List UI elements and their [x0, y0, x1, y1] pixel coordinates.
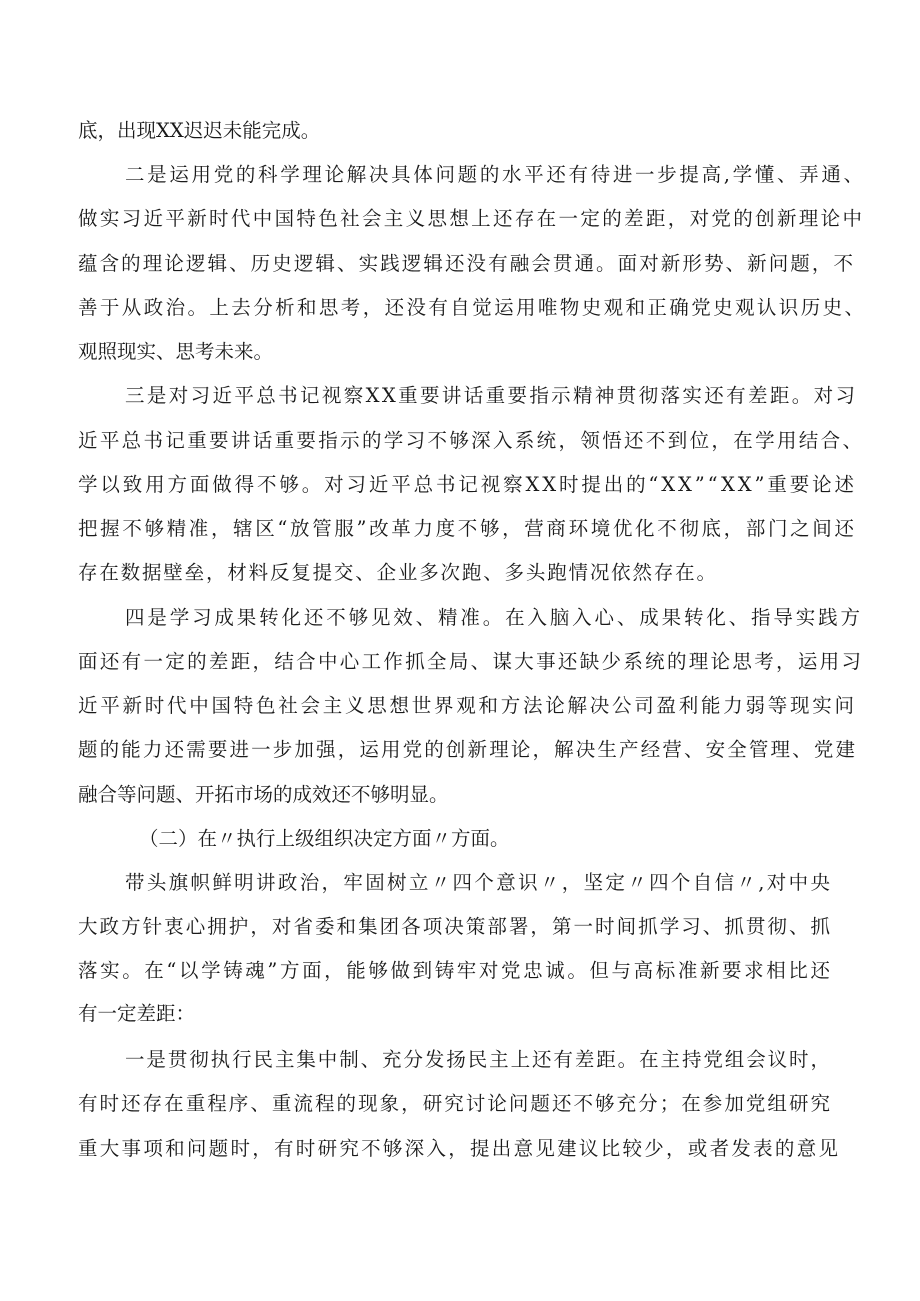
- text-line: 有时还存在重程序、重流程的现象，研究讨论问题还不够充分；在参加党组研究: [78, 1092, 833, 1115]
- text-line: 二是运用党的科学理论解决具体问题的水平还有待进一步提高,学懂、弄通、: [125, 163, 866, 186]
- text-line: 落实。在“以学铸魂”方面，能够做到铸牢对党忠诚。但与高标准新要求相比还: [78, 959, 833, 982]
- text-line: 善于从政治。上去分析和思考，还没有自觉运用唯物史观和正确党史观认识历史、: [78, 296, 867, 319]
- text-line: 做实习近平新时代中国特色社会主义思想上还存在一定的差距，对党的创新理论中: [78, 207, 865, 230]
- text-line: 面还有一定的差距，结合中心工作抓全局、谋大事还缺少系统的理论思考，运用习: [78, 650, 864, 673]
- text-line: 存在数据壁垒，材料反复提交、企业多次跑、多头跑情况依然存在。: [78, 561, 718, 584]
- text-line: 融合等问题、开拓市场的成效还不够明显。: [78, 783, 449, 806]
- text-line: 有一定差距：: [78, 1002, 196, 1025]
- text-line: 底，出现XX迟迟未能完成。: [78, 119, 321, 142]
- text-line: 三是对习近平总书记视察XX重要讲话重要指示精神贯彻落实还有差距。对习: [125, 384, 858, 407]
- text-line: 重大事项和问题时，有时研究不够深入，提出意见建议比较少，或者发表的意见: [78, 1137, 841, 1160]
- text-line: 大政方针衷心拥护，对省委和集团各项决策部署，第一时间抓学习、抓贯彻、抓: [78, 915, 833, 938]
- text-line: 带头旗帜鲜明讲政治，牢固树立〃四个意识〃，坚定〃四个自信〃,对中央: [125, 871, 833, 894]
- text-line: 蕴含的理论逻辑、历史逻辑、实践逻辑还没有融会贯通。面对新形势、新问题，不: [78, 252, 856, 275]
- section-heading: （二）在〃执行上级组织决定方面〃方面。: [139, 827, 510, 850]
- text-line: 题的能力还需要进一步加强，运用党的创新理论，解决生产经营、安全管理、党建: [78, 738, 858, 761]
- text-line: 观照现实、思考未来。: [78, 340, 274, 363]
- text-line: 近平新时代中国特色社会主义思想世界观和方法论解决公司盈利能力弱等现实问: [78, 694, 857, 717]
- text-line: 学以致用方面做得不够。对习近平总书记视察XX时提出的“XX”“XX”重要论述: [78, 473, 857, 496]
- text-line: 近平总书记重要讲话重要指示的学习不够深入系统，领悟还不到位，在学用结合、: [78, 429, 865, 452]
- text-line: 一是贯彻执行民主集中制、充分发扬民主上还有差距。在主持党组会议时，: [125, 1048, 832, 1071]
- text-line: 把握不够精准，辖区“放管服”改革力度不够，营商环境优化不彻底，部门之间还: [78, 517, 857, 540]
- text-line: 四是学习成果转化还不够见效、精准。在入脑入心、成果转化、指导实践方: [125, 606, 863, 629]
